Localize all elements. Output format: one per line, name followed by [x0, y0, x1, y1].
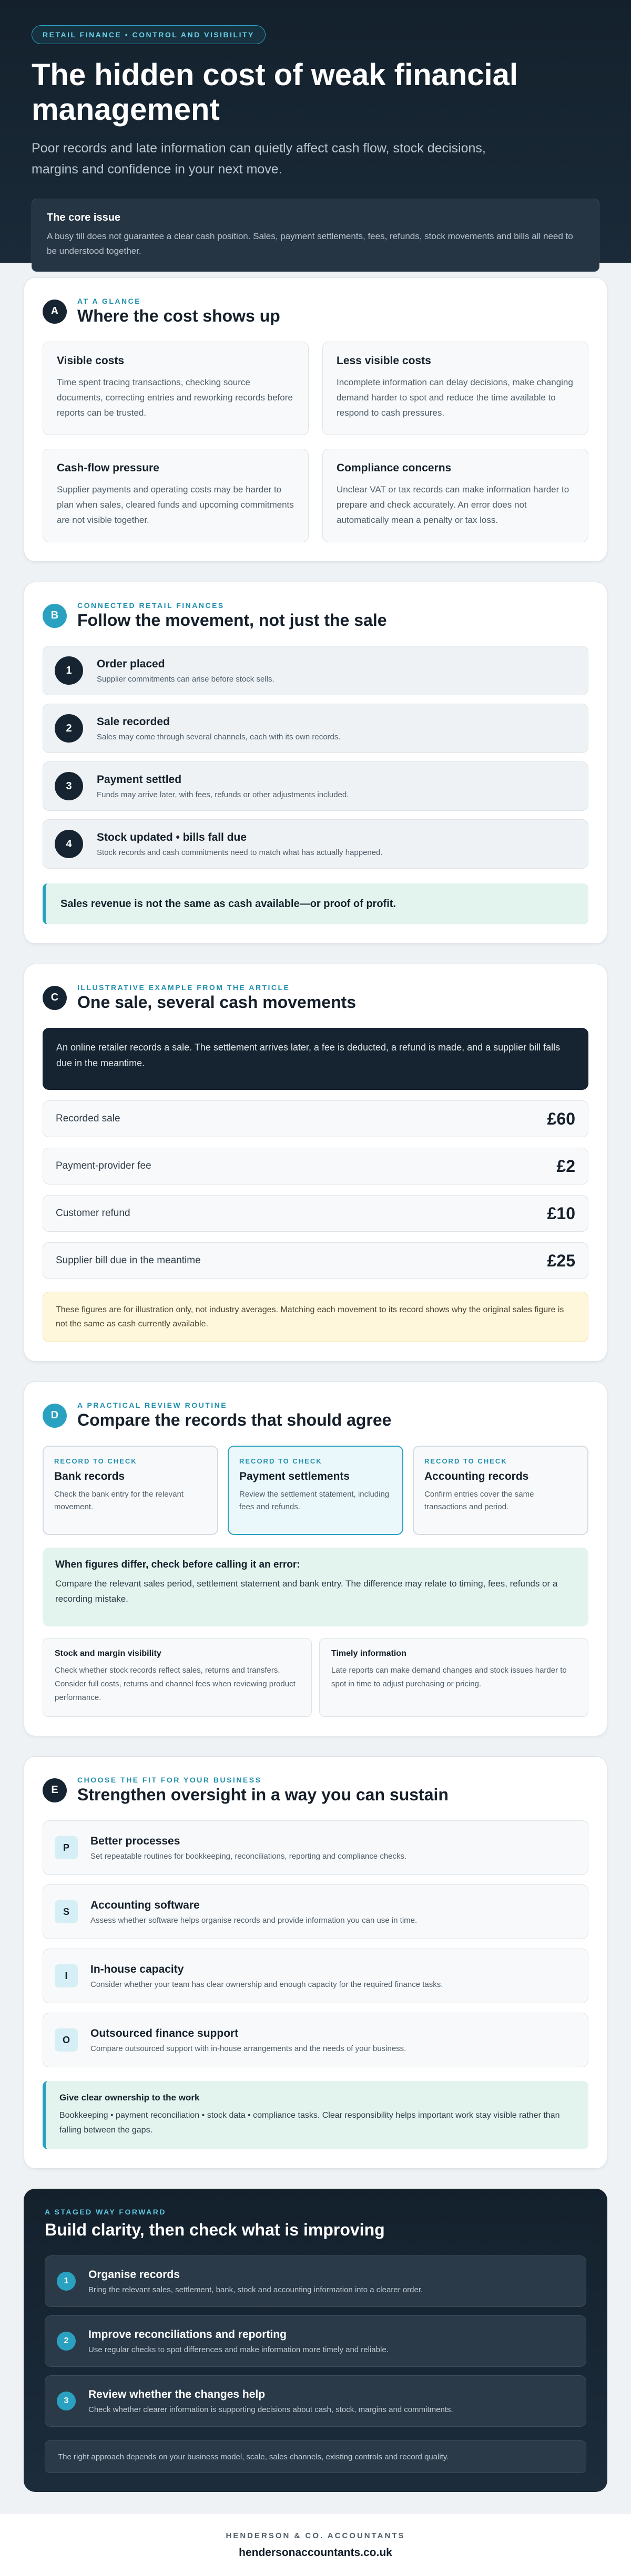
amount-value: £10 — [547, 1203, 575, 1223]
record-card — [228, 1446, 403, 1535]
amount-label: Payment-provider fee — [56, 1160, 151, 1171]
section-title: Follow the movement, not just the sale — [77, 611, 387, 630]
section-header — [43, 297, 588, 326]
step-text: Funds may arrive later, with fees, refunds or other adjustments included. — [97, 790, 349, 799]
section-letter-badge: C — [43, 986, 67, 1010]
section-eyebrow: A STAGED WAY FORWARD — [45, 2208, 166, 2216]
difference-callout — [43, 1548, 588, 1626]
record-text: Confirm entries cover the same transactions and period. — [424, 1490, 534, 1511]
cost-card-title: Less visible costs — [337, 355, 431, 367]
amount-label: Supplier bill due in the meantime — [56, 1255, 201, 1266]
stage-text: Use regular checks to spot differences and make information more timely and reliable. — [88, 2345, 389, 2354]
info-card-text: Late reports can make demand changes and stock issues harder to spot in time to adjust purchasing or pricing. — [331, 1666, 567, 1688]
amount-value: £2 — [556, 1156, 575, 1176]
section-title: Strengthen oversight in a way you can sustain — [77, 1785, 449, 1804]
flow-step — [43, 819, 588, 869]
option-badge: O — [55, 2028, 78, 2052]
step-text: Stock records and cash commitments need to match what has actually happened. — [97, 848, 383, 857]
stage-text: Bring the relevant sales, settlement, bank, stock and accounting information into a clearer order. — [88, 2285, 423, 2294]
stage-row — [45, 2255, 586, 2307]
cost-card-title: Visible costs — [57, 355, 125, 367]
amount-value: £60 — [547, 1109, 575, 1128]
option-badge: P — [55, 1836, 78, 1859]
record-title: Accounting records — [424, 1470, 529, 1482]
section-title: One sale, several cash movements — [77, 993, 357, 1012]
illustration-note: These figures are for illustration only, not industry averages. Matching each movement to its record shows why the original sales figure is not the same as cash currently available. — [43, 1292, 588, 1342]
record-eyebrow: RECORD TO CHECK — [54, 1457, 137, 1465]
step-number: 1 — [55, 656, 83, 685]
approach-note: The right approach depends on your business model, scale, sales channels, existing controls and record quality. — [45, 2440, 586, 2473]
section-eyebrow: A PRACTICAL REVIEW ROUTINE — [77, 1401, 228, 1409]
ownership-callout — [43, 2081, 588, 2149]
section-example — [24, 964, 607, 1362]
stage-number: 1 — [57, 2272, 76, 2291]
cost-card — [322, 342, 588, 435]
stage-title: Review whether the changes help — [88, 2388, 266, 2400]
footer — [0, 2513, 631, 2576]
amount-label: Recorded sale — [56, 1113, 120, 1124]
option-row — [43, 1884, 588, 1939]
stage-text: Check whether clearer information is supporting decisions about cash, stock, margins and commitments. — [88, 2405, 453, 2414]
section-header — [43, 1776, 588, 1805]
section-letter-badge: B — [43, 604, 67, 628]
cost-cards-grid — [43, 342, 588, 542]
amount-label: Customer refund — [56, 1208, 130, 1219]
amount-row — [43, 1148, 588, 1184]
section-header — [43, 1401, 588, 1430]
record-eyebrow: RECORD TO CHECK — [239, 1457, 322, 1465]
stage-row — [45, 2375, 586, 2427]
record-text: Review the settlement statement, including fees and refunds. — [239, 1490, 390, 1511]
flow-step — [43, 704, 588, 753]
record-eyebrow: RECORD TO CHECK — [424, 1457, 507, 1465]
ownership-text: Bookkeeping • payment reconciliation • stock data • compliance tasks. Clear responsibility helps important work stay visible rather than falling between the gaps. — [59, 2111, 560, 2135]
section-letter-badge: D — [43, 1404, 67, 1428]
option-text: Compare outsourced support with in-house arrangements and the needs of your business. — [90, 2044, 406, 2053]
step-title: Payment settled — [97, 773, 182, 786]
cost-card — [43, 342, 309, 435]
cost-card-text: Time spent tracing transactions, checking source documents, correcting entries and reworking records before reports can be trusted. — [57, 377, 293, 418]
info-card — [43, 1638, 312, 1717]
ownership-title: Give clear ownership to the work — [59, 2093, 200, 2103]
stage-title: Organise records — [88, 2268, 180, 2281]
option-badge: S — [55, 1900, 78, 1923]
option-text: Assess whether software helps organise records and provide information you can use in time. — [90, 1915, 418, 1925]
section-title: Build clarity, then check what is improving — [45, 2220, 385, 2239]
flow-step — [43, 761, 588, 811]
step-number: 4 — [55, 830, 83, 858]
step-number: 2 — [55, 714, 83, 743]
visibility-grid — [43, 1638, 588, 1717]
section-review-routine — [24, 1382, 607, 1736]
core-issue-title: The core issue — [47, 212, 121, 223]
cost-card-text: Supplier payments and operating costs may be harder to plan when sales, cleared funds and upcoming commitments are not visible together. — [57, 485, 294, 525]
core-issue-box — [32, 199, 599, 272]
callout-text: Compare the relevant sales period, settlement statement and bank entry. The difference may relate to timing, fees, refunds or a recording mistake. — [55, 1579, 558, 1604]
callout-title: When figures differ, check before calling it an error: — [55, 1559, 300, 1570]
record-title: Bank records — [54, 1470, 125, 1482]
stage-number: 2 — [57, 2332, 76, 2351]
section-choose-fit — [24, 1756, 607, 2169]
amount-row — [43, 1100, 588, 1137]
option-title: Outsourced finance support — [90, 2027, 239, 2039]
record-title: Payment settlements — [239, 1470, 350, 1482]
hero — [0, 0, 631, 263]
section-header — [43, 983, 588, 1012]
option-row — [43, 1949, 588, 2003]
option-text: Set repeatable routines for bookkeeping, reconciliations, reporting and compliance checks. — [90, 1851, 407, 1861]
section-letter-badge: E — [43, 1778, 67, 1802]
section-at-a-glance — [24, 277, 607, 562]
cost-card-title: Cash-flow pressure — [57, 462, 159, 474]
record-card — [413, 1446, 588, 1535]
amount-row — [43, 1242, 588, 1279]
cost-card-text: Incomplete information can delay decisions, make changing demand harder to spot and reduce the time available to respond to cash pressures. — [337, 377, 573, 418]
section-title: Where the cost shows up — [77, 306, 280, 325]
step-text: Supplier commitments can arise before stock sells. — [97, 674, 274, 684]
section-eyebrow: ILLUSTRATIVE EXAMPLE FROM THE ARTICLE — [77, 983, 290, 992]
step-title: Sale recorded — [97, 715, 170, 728]
info-card-text: Check whether stock records reflect sales, returns and transfers. Consider full costs, returns and channel fees when reviewing product performance. — [55, 1666, 296, 1702]
stage-title: Improve reconciliations and reporting — [88, 2328, 287, 2341]
option-text: Consider whether your team has clear ownership and enough capacity for the required finance tasks. — [90, 1980, 443, 1989]
cost-card-title: Compliance concerns — [337, 462, 452, 474]
cost-card-text: Unclear VAT or tax records can make information harder to prepare and check accurately. An error does not automatically mean a penalty or tax loss. — [337, 485, 569, 525]
amount-value: £25 — [547, 1251, 575, 1270]
section-letter-badge: A — [43, 300, 67, 324]
info-card-title: Stock and margin visibility — [55, 1649, 161, 1658]
option-row — [43, 1820, 588, 1875]
section-connected-finances — [24, 582, 607, 944]
page-title: The hidden cost of weak financial management — [32, 58, 518, 127]
key-callout: Sales revenue is not the same as cash available—or proof of profit. — [43, 883, 588, 924]
step-number: 3 — [55, 772, 83, 800]
step-text: Sales may come through several channels, each with its own records. — [97, 732, 341, 741]
hero-subtitle: Poor records and late information can quietly affect cash flow, stock decisions, margins and confidence in your next move. — [32, 141, 486, 177]
example-intro: An online retailer records a sale. The settlement arrives later, a fee is deducted, a refund is made, and a supplier bill falls due in the meantime. — [43, 1028, 588, 1090]
info-card — [319, 1638, 588, 1717]
record-card — [43, 1446, 218, 1535]
firm-name: HENDERSON & CO. ACCOUNTANTS — [226, 2531, 405, 2540]
section-way-forward — [24, 2189, 607, 2492]
cost-card — [43, 449, 309, 542]
record-text: Check the bank entry for the relevant movement. — [54, 1490, 184, 1511]
section-eyebrow: AT A GLANCE — [77, 297, 141, 305]
step-title: Stock updated • bills fall due — [97, 831, 247, 843]
section-header — [43, 601, 588, 630]
option-title: In-house capacity — [90, 1963, 184, 1975]
firm-website-link[interactable]: hendersonaccountants.co.uk — [239, 2547, 392, 2559]
records-grid — [43, 1446, 588, 1535]
cost-card — [322, 449, 588, 542]
info-card-title: Timely information — [331, 1649, 406, 1658]
amount-row — [43, 1195, 588, 1232]
option-title: Accounting software — [90, 1899, 200, 1911]
section-title: Compare the records that should agree — [77, 1410, 392, 1429]
flow-step — [43, 646, 588, 695]
section-eyebrow: CONNECTED RETAIL FINANCES — [77, 601, 225, 610]
option-row — [43, 2013, 588, 2067]
option-title: Better processes — [90, 1835, 180, 1847]
option-badge: I — [55, 1964, 78, 1987]
hero-tag: RETAIL FINANCE • CONTROL AND VISIBILITY — [32, 25, 266, 44]
stage-row — [45, 2315, 586, 2367]
section-eyebrow: CHOOSE THE FIT FOR YOUR BUSINESS — [77, 1776, 262, 1784]
core-issue-text: A busy till does not guarantee a clear cash position. Sales, payment settlements, fees, refunds, stock movements and bills all need to be understood together. — [47, 231, 573, 256]
stage-number: 3 — [57, 2392, 76, 2410]
step-title: Order placed — [97, 657, 165, 670]
